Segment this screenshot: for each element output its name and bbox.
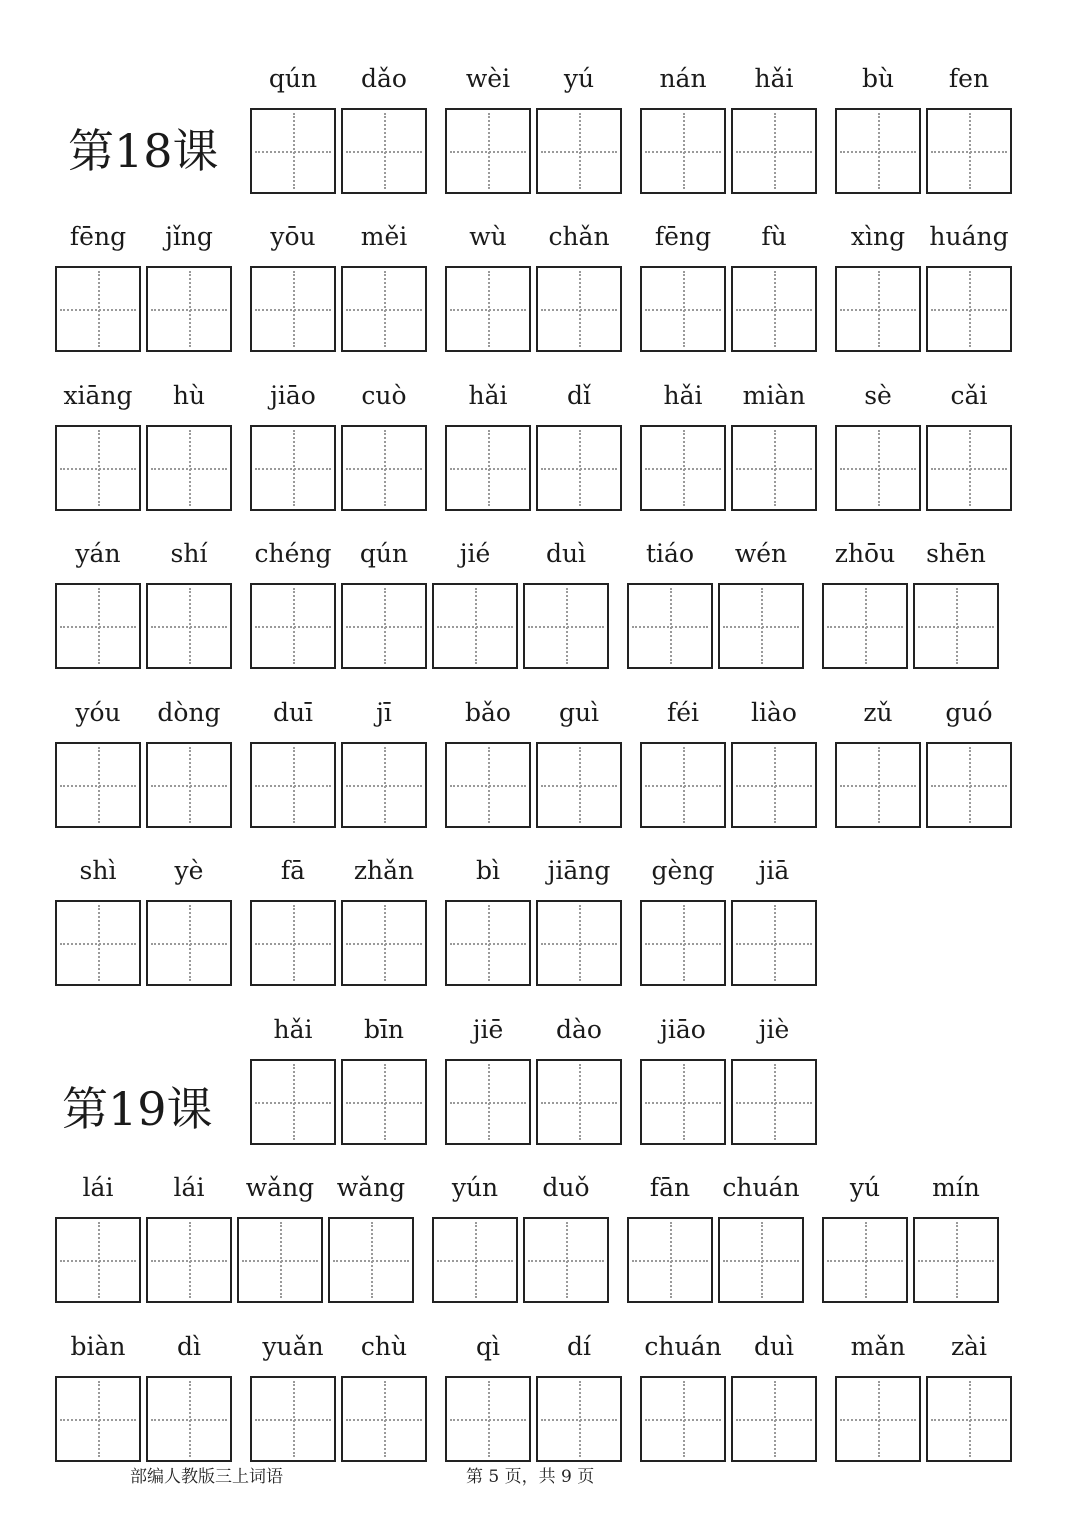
pinyin-label: dǐ bbox=[567, 381, 591, 410]
pinyin-label: qì bbox=[476, 1332, 500, 1361]
guide-line-vertical bbox=[878, 747, 880, 823]
writing-box[interactable] bbox=[341, 583, 427, 669]
pinyin-label: fān bbox=[649, 1173, 691, 1202]
pinyin-label: qún bbox=[268, 64, 318, 93]
pinyin-label: jī bbox=[376, 698, 392, 727]
pinyin-label: měi bbox=[360, 222, 408, 251]
guide-line-vertical bbox=[98, 905, 100, 981]
guide-line-vertical bbox=[488, 430, 490, 506]
writing-box[interactable] bbox=[536, 900, 622, 986]
guide-line-vertical bbox=[865, 588, 867, 664]
guide-line-vertical bbox=[774, 271, 776, 347]
pinyin-label: chù bbox=[360, 1332, 408, 1361]
guide-line-vertical bbox=[98, 271, 100, 347]
guide-line-vertical bbox=[488, 747, 490, 823]
guide-line-vertical bbox=[670, 1222, 672, 1298]
writing-box[interactable] bbox=[835, 108, 921, 194]
guide-line-vertical bbox=[579, 430, 581, 506]
pinyin-label: jiāo bbox=[660, 1015, 706, 1044]
guide-line-vertical bbox=[384, 747, 386, 823]
pinyin-label: cǎi bbox=[950, 381, 988, 410]
writing-box[interactable] bbox=[341, 742, 427, 828]
guide-line-vertical bbox=[956, 1222, 958, 1298]
guide-line-vertical bbox=[189, 905, 191, 981]
guide-line-vertical bbox=[683, 271, 685, 347]
pinyin-label: xiāng bbox=[63, 381, 133, 410]
pinyin-label: zhōu bbox=[834, 539, 896, 568]
writing-box[interactable] bbox=[536, 1059, 622, 1145]
writing-box[interactable] bbox=[341, 266, 427, 352]
writing-box[interactable] bbox=[835, 1376, 921, 1462]
guide-line-vertical bbox=[280, 1222, 282, 1298]
writing-box[interactable] bbox=[640, 425, 726, 511]
guide-line-vertical bbox=[761, 588, 763, 664]
pinyin-label: duǒ bbox=[542, 1173, 590, 1202]
writing-box[interactable] bbox=[731, 108, 817, 194]
pinyin-label: yóu bbox=[75, 698, 121, 727]
guide-line-vertical bbox=[384, 271, 386, 347]
pinyin-label: duì bbox=[753, 1332, 795, 1361]
pinyin-label: wǎng bbox=[336, 1173, 406, 1202]
writing-box[interactable] bbox=[250, 1376, 336, 1462]
guide-line-vertical bbox=[566, 1222, 568, 1298]
guide-line-vertical bbox=[683, 1064, 685, 1140]
guide-line-vertical bbox=[189, 588, 191, 664]
writing-box[interactable] bbox=[55, 1217, 141, 1303]
writing-box[interactable] bbox=[445, 108, 531, 194]
writing-box[interactable] bbox=[55, 900, 141, 986]
writing-box[interactable] bbox=[731, 900, 817, 986]
pinyin-label: chǎn bbox=[548, 222, 610, 251]
writing-box[interactable] bbox=[523, 583, 609, 669]
writing-box[interactable] bbox=[445, 1376, 531, 1462]
lesson-18-title: 第18课 bbox=[68, 124, 219, 178]
writing-box[interactable] bbox=[146, 1376, 232, 1462]
pinyin-label: dì bbox=[177, 1332, 201, 1361]
pinyin-label: dào bbox=[556, 1015, 602, 1044]
guide-line-vertical bbox=[670, 588, 672, 664]
writing-box[interactable] bbox=[835, 266, 921, 352]
guide-line-vertical bbox=[579, 905, 581, 981]
pinyin-label: wù bbox=[469, 222, 507, 251]
writing-box[interactable] bbox=[822, 1217, 908, 1303]
writing-box[interactable] bbox=[341, 900, 427, 986]
writing-box[interactable] bbox=[445, 266, 531, 352]
guide-line-vertical bbox=[566, 588, 568, 664]
writing-box[interactable] bbox=[913, 1217, 999, 1303]
guide-line-vertical bbox=[878, 113, 880, 189]
writing-box[interactable] bbox=[250, 742, 336, 828]
writing-box[interactable] bbox=[445, 425, 531, 511]
pinyin-label: jiē bbox=[472, 1015, 504, 1044]
writing-box[interactable] bbox=[640, 266, 726, 352]
guide-line-vertical bbox=[579, 271, 581, 347]
pinyin-label: yuǎn bbox=[262, 1332, 324, 1361]
pinyin-label: zǔ bbox=[863, 698, 893, 727]
pinyin-label: dí bbox=[567, 1332, 591, 1361]
writing-box[interactable] bbox=[536, 1376, 622, 1462]
writing-box[interactable] bbox=[835, 425, 921, 511]
guide-line-vertical bbox=[98, 588, 100, 664]
writing-box[interactable] bbox=[913, 583, 999, 669]
writing-box[interactable] bbox=[55, 742, 141, 828]
guide-line-vertical bbox=[488, 1381, 490, 1457]
pinyin-label: chuán bbox=[644, 1332, 722, 1361]
guide-line-vertical bbox=[683, 1381, 685, 1457]
guide-line-vertical bbox=[969, 430, 971, 506]
writing-box[interactable] bbox=[536, 742, 622, 828]
pinyin-label: mǎn bbox=[850, 1332, 906, 1361]
writing-box[interactable] bbox=[445, 1059, 531, 1145]
pinyin-label: tiáo bbox=[646, 539, 694, 568]
guide-line-vertical bbox=[488, 113, 490, 189]
writing-box[interactable] bbox=[55, 583, 141, 669]
guide-line-vertical bbox=[293, 113, 295, 189]
guide-line-vertical bbox=[579, 1381, 581, 1457]
pinyin-label: shí bbox=[170, 539, 208, 568]
guide-line-vertical bbox=[189, 430, 191, 506]
pinyin-label: dǎo bbox=[361, 64, 407, 93]
pinyin-label: hǎi bbox=[468, 381, 508, 410]
writing-box[interactable] bbox=[55, 425, 141, 511]
writing-box[interactable] bbox=[432, 583, 518, 669]
guide-line-vertical bbox=[683, 430, 685, 506]
footer-page-number: 第 5 页，共 9 页 bbox=[466, 1467, 595, 1487]
guide-line-vertical bbox=[878, 1381, 880, 1457]
writing-box[interactable] bbox=[731, 742, 817, 828]
guide-line-vertical bbox=[293, 430, 295, 506]
guide-line-vertical bbox=[384, 905, 386, 981]
pinyin-label: fēng bbox=[654, 222, 712, 251]
pinyin-label: xìng bbox=[850, 222, 906, 251]
writing-box[interactable] bbox=[341, 1059, 427, 1145]
pinyin-label: yè bbox=[174, 856, 204, 885]
pinyin-label: mín bbox=[932, 1173, 980, 1202]
writing-box[interactable] bbox=[926, 266, 1012, 352]
writing-box[interactable] bbox=[640, 900, 726, 986]
guide-line-vertical bbox=[579, 113, 581, 189]
guide-line-vertical bbox=[488, 905, 490, 981]
writing-box[interactable] bbox=[536, 425, 622, 511]
pinyin-label: guì bbox=[558, 698, 600, 727]
writing-box[interactable] bbox=[250, 108, 336, 194]
writing-box[interactable] bbox=[250, 1059, 336, 1145]
pinyin-label: fēng bbox=[69, 222, 127, 251]
guide-line-vertical bbox=[774, 905, 776, 981]
writing-box[interactable] bbox=[718, 1217, 804, 1303]
guide-line-vertical bbox=[98, 1381, 100, 1457]
pinyin-label: yōu bbox=[270, 222, 316, 251]
writing-box[interactable] bbox=[237, 1217, 323, 1303]
guide-line-vertical bbox=[683, 113, 685, 189]
pinyin-label: jiā bbox=[758, 856, 790, 885]
guide-line-vertical bbox=[189, 747, 191, 823]
guide-line-vertical bbox=[488, 271, 490, 347]
writing-box[interactable] bbox=[627, 583, 713, 669]
pinyin-label: chuán bbox=[722, 1173, 800, 1202]
writing-box[interactable] bbox=[146, 1217, 232, 1303]
pinyin-label: biàn bbox=[70, 1332, 126, 1361]
pinyin-label: lái bbox=[173, 1173, 205, 1202]
guide-line-vertical bbox=[384, 430, 386, 506]
guide-line-vertical bbox=[761, 1222, 763, 1298]
writing-box[interactable] bbox=[523, 1217, 609, 1303]
pinyin-label: cuò bbox=[361, 381, 407, 410]
guide-line-vertical bbox=[774, 747, 776, 823]
guide-line-vertical bbox=[293, 905, 295, 981]
writing-box[interactable] bbox=[640, 1059, 726, 1145]
guide-line-vertical bbox=[293, 1064, 295, 1140]
pinyin-label: zài bbox=[950, 1332, 988, 1361]
guide-line-vertical bbox=[293, 1381, 295, 1457]
guide-line-vertical bbox=[579, 1064, 581, 1140]
guide-line-vertical bbox=[683, 905, 685, 981]
guide-line-vertical bbox=[969, 271, 971, 347]
pinyin-label: dòng bbox=[157, 698, 221, 727]
guide-line-vertical bbox=[384, 113, 386, 189]
pinyin-label: liào bbox=[751, 698, 797, 727]
writing-box[interactable] bbox=[445, 900, 531, 986]
writing-box[interactable] bbox=[146, 266, 232, 352]
guide-line-vertical bbox=[865, 1222, 867, 1298]
writing-box[interactable] bbox=[341, 108, 427, 194]
pinyin-label: yú bbox=[563, 64, 595, 93]
pinyin-label: bīn bbox=[363, 1015, 405, 1044]
guide-line-vertical bbox=[384, 1381, 386, 1457]
guide-line-vertical bbox=[969, 747, 971, 823]
writing-box[interactable] bbox=[926, 108, 1012, 194]
writing-box[interactable] bbox=[627, 1217, 713, 1303]
writing-box[interactable] bbox=[250, 425, 336, 511]
pinyin-label: sè bbox=[864, 381, 892, 410]
guide-line-vertical bbox=[579, 747, 581, 823]
pinyin-label: shēn bbox=[926, 539, 986, 568]
pinyin-label: bì bbox=[476, 856, 500, 885]
pinyin-label: huáng bbox=[929, 222, 1009, 251]
writing-box[interactable] bbox=[250, 583, 336, 669]
guide-line-vertical bbox=[189, 1381, 191, 1457]
guide-line-vertical bbox=[189, 1222, 191, 1298]
writing-box[interactable] bbox=[250, 266, 336, 352]
writing-box[interactable] bbox=[341, 1376, 427, 1462]
pinyin-label: yán bbox=[75, 539, 121, 568]
guide-line-vertical bbox=[98, 430, 100, 506]
pinyin-label: jiè bbox=[758, 1015, 790, 1044]
guide-line-vertical bbox=[488, 1064, 490, 1140]
pinyin-label: hǎi bbox=[273, 1015, 313, 1044]
guide-line-vertical bbox=[683, 747, 685, 823]
writing-box[interactable] bbox=[640, 108, 726, 194]
writing-box[interactable] bbox=[822, 583, 908, 669]
pinyin-label: jié bbox=[459, 539, 491, 568]
pinyin-label: hù bbox=[172, 381, 206, 410]
guide-line-vertical bbox=[774, 1064, 776, 1140]
pinyin-label: wèi bbox=[465, 64, 511, 93]
footer-source: 部编人教版三上词语 bbox=[130, 1467, 283, 1487]
writing-box[interactable] bbox=[718, 583, 804, 669]
guide-line-vertical bbox=[475, 588, 477, 664]
pinyin-label: chéng bbox=[254, 539, 332, 568]
writing-box[interactable] bbox=[146, 583, 232, 669]
pinyin-label: shì bbox=[79, 856, 117, 885]
pinyin-label: nán bbox=[659, 64, 707, 93]
guide-line-vertical bbox=[774, 1381, 776, 1457]
guide-line-vertical bbox=[293, 588, 295, 664]
writing-box[interactable] bbox=[731, 425, 817, 511]
guide-line-vertical bbox=[969, 113, 971, 189]
writing-box[interactable] bbox=[445, 742, 531, 828]
writing-box[interactable] bbox=[731, 1376, 817, 1462]
pinyin-label: jǐng bbox=[165, 222, 213, 251]
lesson-19-title: 第19课 bbox=[62, 1082, 213, 1136]
pinyin-label: duī bbox=[272, 698, 314, 727]
pinyin-label: hǎi bbox=[754, 64, 794, 93]
pinyin-label: gèng bbox=[651, 856, 715, 885]
pinyin-label: duì bbox=[545, 539, 587, 568]
guide-line-vertical bbox=[969, 1381, 971, 1457]
pinyin-label: hǎi bbox=[663, 381, 703, 410]
pinyin-label: bù bbox=[861, 64, 895, 93]
writing-box[interactable] bbox=[341, 425, 427, 511]
guide-line-vertical bbox=[98, 747, 100, 823]
guide-line-vertical bbox=[384, 588, 386, 664]
pinyin-label: qún bbox=[359, 539, 409, 568]
guide-line-vertical bbox=[774, 430, 776, 506]
pinyin-label: féi bbox=[666, 698, 700, 727]
guide-line-vertical bbox=[384, 1064, 386, 1140]
pinyin-label: jiāng bbox=[547, 856, 611, 885]
writing-box[interactable] bbox=[432, 1217, 518, 1303]
writing-box[interactable] bbox=[146, 742, 232, 828]
writing-box[interactable] bbox=[328, 1217, 414, 1303]
pinyin-label: yún bbox=[451, 1173, 499, 1202]
pinyin-label: guó bbox=[945, 698, 993, 727]
writing-box[interactable] bbox=[536, 108, 622, 194]
pinyin-label: lái bbox=[82, 1173, 114, 1202]
writing-box[interactable] bbox=[640, 1376, 726, 1462]
guide-line-vertical bbox=[878, 271, 880, 347]
writing-box[interactable] bbox=[926, 425, 1012, 511]
writing-box[interactable] bbox=[835, 742, 921, 828]
pinyin-label: fù bbox=[761, 222, 787, 251]
pinyin-label: wén bbox=[734, 539, 788, 568]
guide-line-vertical bbox=[189, 271, 191, 347]
writing-box[interactable] bbox=[926, 742, 1012, 828]
writing-box[interactable] bbox=[926, 1376, 1012, 1462]
pinyin-label: yú bbox=[849, 1173, 881, 1202]
guide-line-vertical bbox=[98, 1222, 100, 1298]
writing-box[interactable] bbox=[146, 900, 232, 986]
writing-box[interactable] bbox=[146, 425, 232, 511]
guide-line-vertical bbox=[371, 1222, 373, 1298]
pinyin-label: wǎng bbox=[245, 1173, 315, 1202]
guide-line-vertical bbox=[878, 430, 880, 506]
writing-box[interactable] bbox=[536, 266, 622, 352]
writing-box[interactable] bbox=[731, 266, 817, 352]
pinyin-label: jiāo bbox=[270, 381, 316, 410]
pinyin-label: bǎo bbox=[465, 698, 511, 727]
writing-box[interactable] bbox=[640, 742, 726, 828]
writing-box[interactable] bbox=[55, 1376, 141, 1462]
pinyin-label: fen bbox=[948, 64, 990, 93]
guide-line-vertical bbox=[293, 271, 295, 347]
writing-box[interactable] bbox=[731, 1059, 817, 1145]
pinyin-label: fā bbox=[280, 856, 306, 885]
writing-box[interactable] bbox=[250, 900, 336, 986]
guide-line-vertical bbox=[475, 1222, 477, 1298]
pinyin-label: zhǎn bbox=[353, 856, 415, 885]
pinyin-label: miàn bbox=[742, 381, 806, 410]
guide-line-vertical bbox=[774, 113, 776, 189]
writing-box[interactable] bbox=[55, 266, 141, 352]
guide-line-vertical bbox=[956, 588, 958, 664]
guide-line-vertical bbox=[293, 747, 295, 823]
